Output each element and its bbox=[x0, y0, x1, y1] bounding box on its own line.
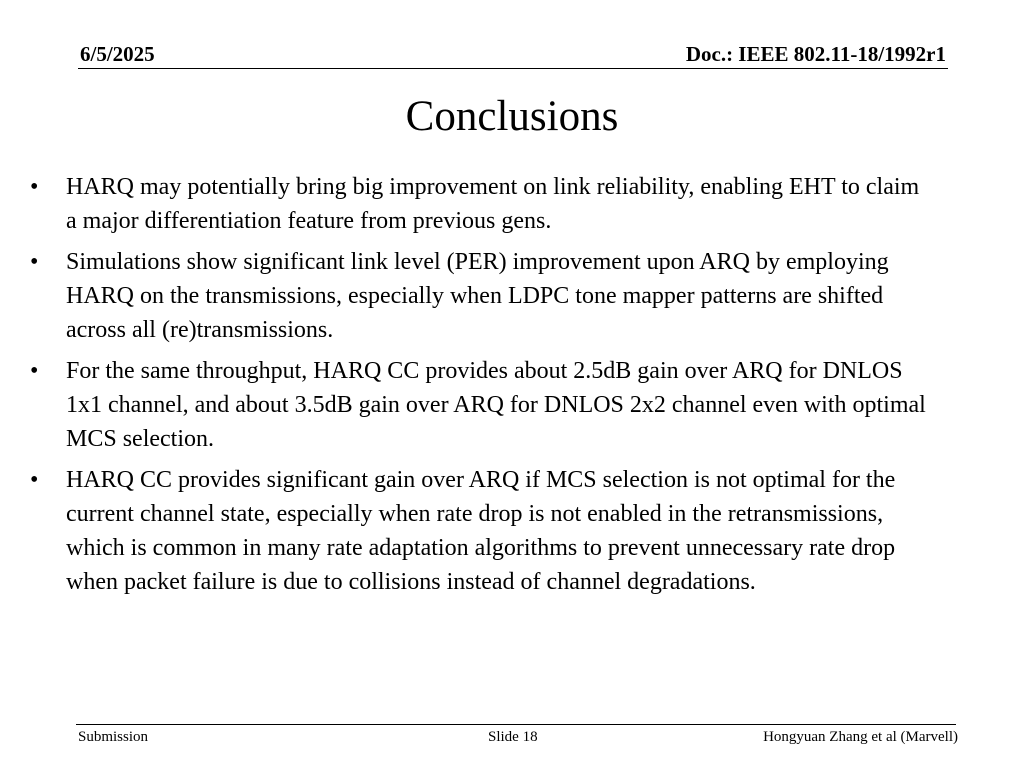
list-item-text: HARQ CC provides significant gain over ARQ if MCS selection is not optimal for the current channel state, especially when rate drop is not enabled in the retransmissions, which is common in many rate adaptation algorithms to prevent unnecessary rate drop when packet failure is due to collisions instead of channel degradations. bbox=[66, 467, 896, 595]
list-item bbox=[30, 245, 930, 347]
bullet-icon: • bbox=[30, 174, 39, 200]
bullet-icon: • bbox=[30, 358, 39, 384]
slide-title: Conclusions bbox=[405, 93, 619, 140]
list-item bbox=[30, 354, 930, 456]
list-item-text: HARQ may potentially bring big improvement on link reliability, enabling EHT to claim a major differentiation feature from previous gens. bbox=[66, 174, 920, 234]
footer-submission: Submission bbox=[78, 729, 149, 745]
bullet-icon: • bbox=[30, 467, 39, 493]
footer-author: Hongyuan Zhang et al (Marvell) bbox=[763, 729, 958, 745]
footer-slide-number: Slide 18 bbox=[488, 729, 538, 745]
header-doc-id: Doc.: IEEE 802.11-18/1992r1 bbox=[685, 42, 946, 66]
list-item-text: For the same throughput, HARQ CC provides about 2.5dB gain over ARQ for DNLOS 1x1 channel, and about 3.5dB gain over ARQ for DNLOS 2x2 channel even with optimal MCS selection. bbox=[66, 358, 926, 452]
list-item bbox=[30, 463, 930, 599]
list-item bbox=[30, 170, 930, 238]
header-date: 6/5/2025 bbox=[80, 42, 155, 66]
conclusions-list bbox=[30, 170, 930, 606]
footer-rule bbox=[76, 724, 956, 725]
bullet-icon: • bbox=[30, 249, 39, 275]
list-item-text: Simulations show significant link level (PER) improvement upon ARQ by employing HARQ on the transmissions, especially when LDPC tone mapper patterns are shifted across all (re)transmissions. bbox=[66, 249, 889, 343]
header-rule bbox=[78, 68, 948, 69]
